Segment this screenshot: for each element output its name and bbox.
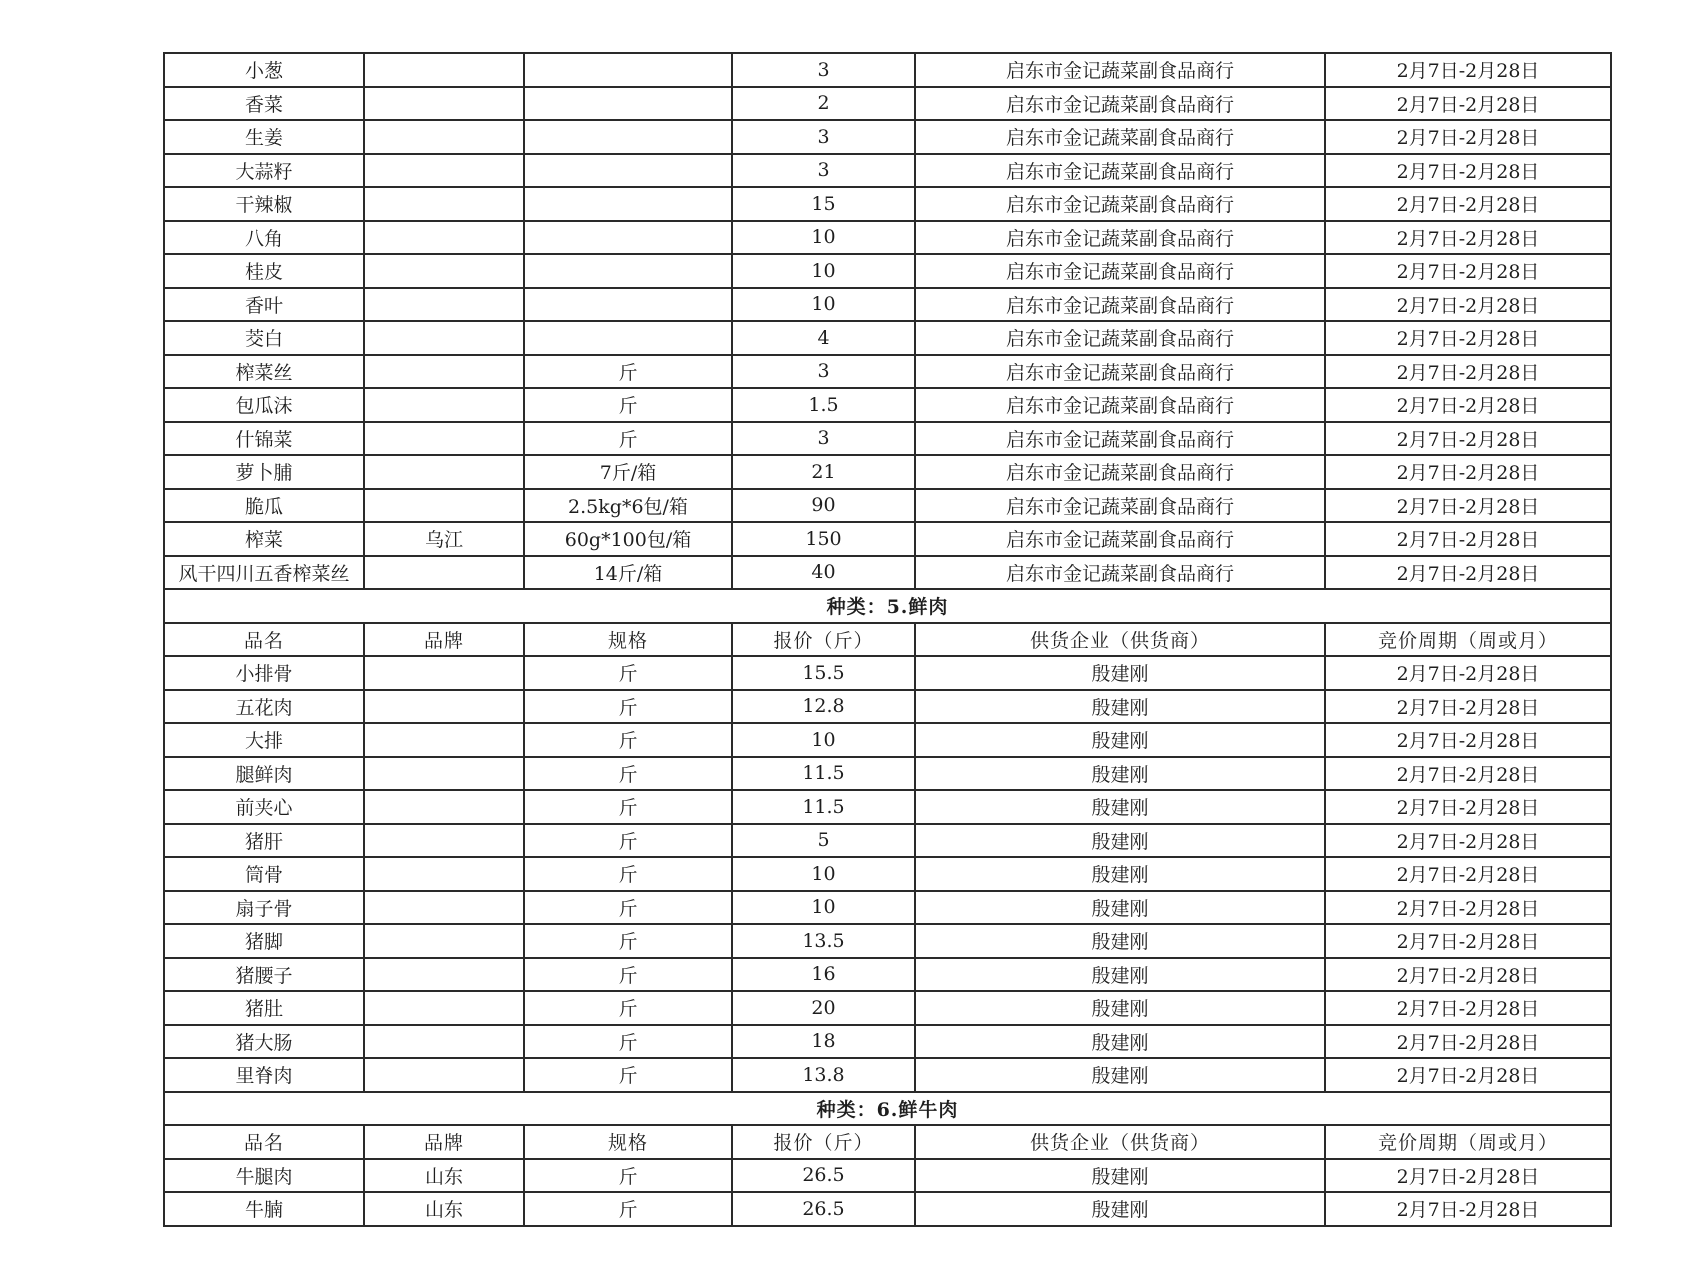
table-row <box>164 991 1611 1025</box>
period-cell: 2月7日-2月28日 <box>1325 824 1611 858</box>
price-cell: 3 <box>732 53 915 87</box>
spec-cell: 斤 <box>524 958 732 992</box>
item-name-cell: 筒骨 <box>164 857 364 891</box>
item-name-cell: 大蒜籽 <box>164 154 364 188</box>
item-name-cell: 五花肉 <box>164 690 364 724</box>
item-name-cell: 猪肝 <box>164 824 364 858</box>
supplier-cell: 启东市金记蔬菜副食品商行 <box>915 254 1325 288</box>
table-row <box>164 522 1611 556</box>
column-header: 报价（斤） <box>732 623 915 657</box>
price-cell: 13.5 <box>732 924 915 958</box>
item-name-cell: 猪大肠 <box>164 1025 364 1059</box>
supplier-cell: 殷建刚 <box>915 690 1325 724</box>
period-cell: 2月7日-2月28日 <box>1325 489 1611 523</box>
supplier-cell: 启东市金记蔬菜副食品商行 <box>915 355 1325 389</box>
spec-cell: 60g*100包/箱 <box>524 522 732 556</box>
column-header: 规格 <box>524 1125 732 1159</box>
supplier-cell: 启东市金记蔬菜副食品商行 <box>915 120 1325 154</box>
item-name-cell: 香菜 <box>164 87 364 121</box>
table-row <box>164 321 1611 355</box>
brand-cell: 山东 <box>364 1192 524 1226</box>
period-cell: 2月7日-2月28日 <box>1325 857 1611 891</box>
column-header: 报价（斤） <box>732 1125 915 1159</box>
supplier-cell: 殷建刚 <box>915 824 1325 858</box>
spec-cell: 2.5kg*6包/箱 <box>524 489 732 523</box>
brand-cell <box>364 388 524 422</box>
table-row <box>164 53 1611 87</box>
supplier-cell: 启东市金记蔬菜副食品商行 <box>915 187 1325 221</box>
item-name-cell: 里脊肉 <box>164 1058 364 1092</box>
table-row <box>164 690 1611 724</box>
brand-cell <box>364 891 524 925</box>
price-cell: 10 <box>732 857 915 891</box>
column-header: 竞价周期（周或月） <box>1325 623 1611 657</box>
brand-cell <box>364 1025 524 1059</box>
table-row <box>164 1192 1611 1226</box>
spec-cell <box>524 321 732 355</box>
price-cell: 11.5 <box>732 757 915 791</box>
spec-cell <box>524 120 732 154</box>
supplier-cell: 启东市金记蔬菜副食品商行 <box>915 388 1325 422</box>
price-cell: 26.5 <box>732 1192 915 1226</box>
period-cell: 2月7日-2月28日 <box>1325 422 1611 456</box>
spec-cell: 斤 <box>524 991 732 1025</box>
brand-cell <box>364 556 524 590</box>
table-row <box>164 154 1611 188</box>
item-name-cell: 牛腩 <box>164 1192 364 1226</box>
supplier-cell: 启东市金记蔬菜副食品商行 <box>915 422 1325 456</box>
category-row <box>164 589 1611 623</box>
table-row <box>164 87 1611 121</box>
period-cell: 2月7日-2月28日 <box>1325 221 1611 255</box>
category-title: 种类：5.鲜肉 <box>164 589 1611 623</box>
supplier-cell: 启东市金记蔬菜副食品商行 <box>915 556 1325 590</box>
brand-cell <box>364 991 524 1025</box>
table-row <box>164 891 1611 925</box>
price-cell: 3 <box>732 154 915 188</box>
item-name-cell: 前夹心 <box>164 790 364 824</box>
price-cell: 4 <box>732 321 915 355</box>
brand-cell <box>364 53 524 87</box>
period-cell: 2月7日-2月28日 <box>1325 991 1611 1025</box>
table-row <box>164 790 1611 824</box>
item-name-cell: 牛腿肉 <box>164 1159 364 1193</box>
price-cell: 5 <box>732 824 915 858</box>
table-row <box>164 924 1611 958</box>
spec-cell <box>524 154 732 188</box>
item-name-cell: 猪腰子 <box>164 958 364 992</box>
price-cell: 16 <box>732 958 915 992</box>
price-cell: 18 <box>732 1025 915 1059</box>
category-title: 种类：6.鲜牛肉 <box>164 1092 1611 1126</box>
spec-cell: 斤 <box>524 1058 732 1092</box>
price-cell: 1.5 <box>732 388 915 422</box>
table-row <box>164 857 1611 891</box>
brand-cell <box>364 321 524 355</box>
item-name-cell: 包瓜沫 <box>164 388 364 422</box>
price-cell: 13.8 <box>732 1058 915 1092</box>
item-name-cell: 生姜 <box>164 120 364 154</box>
spec-cell <box>524 53 732 87</box>
supplier-cell: 殷建刚 <box>915 1192 1325 1226</box>
item-name-cell: 猪肚 <box>164 991 364 1025</box>
item-name-cell: 猪脚 <box>164 924 364 958</box>
price-cell: 10 <box>732 891 915 925</box>
price-cell: 20 <box>732 991 915 1025</box>
supplier-cell: 启东市金记蔬菜副食品商行 <box>915 522 1325 556</box>
item-name-cell: 什锦菜 <box>164 422 364 456</box>
supplier-cell: 启东市金记蔬菜副食品商行 <box>915 455 1325 489</box>
spec-cell: 斤 <box>524 355 732 389</box>
spec-cell: 7斤/箱 <box>524 455 732 489</box>
item-name-cell: 萝卜脯 <box>164 455 364 489</box>
period-cell: 2月7日-2月28日 <box>1325 87 1611 121</box>
item-name-cell: 干辣椒 <box>164 187 364 221</box>
brand-cell <box>364 924 524 958</box>
brand-cell <box>364 455 524 489</box>
spec-cell: 斤 <box>524 723 732 757</box>
spec-cell: 斤 <box>524 388 732 422</box>
brand-cell <box>364 187 524 221</box>
price-cell: 40 <box>732 556 915 590</box>
period-cell: 2月7日-2月28日 <box>1325 556 1611 590</box>
brand-cell <box>364 254 524 288</box>
price-cell: 11.5 <box>732 790 915 824</box>
category-row <box>164 1092 1611 1126</box>
spec-cell <box>524 221 732 255</box>
price-cell: 150 <box>732 522 915 556</box>
brand-cell <box>364 723 524 757</box>
period-cell: 2月7日-2月28日 <box>1325 690 1611 724</box>
price-table <box>163 52 1612 1227</box>
table-row <box>164 1025 1611 1059</box>
supplier-cell: 殷建刚 <box>915 723 1325 757</box>
supplier-cell: 启东市金记蔬菜副食品商行 <box>915 87 1325 121</box>
table-row <box>164 1159 1611 1193</box>
item-name-cell: 腿鲜肉 <box>164 757 364 791</box>
item-name-cell: 脆瓜 <box>164 489 364 523</box>
spec-cell: 斤 <box>524 857 732 891</box>
supplier-cell: 启东市金记蔬菜副食品商行 <box>915 154 1325 188</box>
price-cell: 3 <box>732 120 915 154</box>
table-row <box>164 958 1611 992</box>
item-name-cell: 大排 <box>164 723 364 757</box>
item-name-cell: 桂皮 <box>164 254 364 288</box>
supplier-cell: 启东市金记蔬菜副食品商行 <box>915 53 1325 87</box>
table-row <box>164 656 1611 690</box>
period-cell: 2月7日-2月28日 <box>1325 757 1611 791</box>
table-row <box>164 355 1611 389</box>
spec-cell: 斤 <box>524 891 732 925</box>
table-row <box>164 556 1611 590</box>
brand-cell <box>364 824 524 858</box>
price-cell: 10 <box>732 723 915 757</box>
period-cell: 2月7日-2月28日 <box>1325 891 1611 925</box>
supplier-cell: 殷建刚 <box>915 924 1325 958</box>
item-name-cell: 小葱 <box>164 53 364 87</box>
supplier-cell: 殷建刚 <box>915 891 1325 925</box>
item-name-cell: 八角 <box>164 221 364 255</box>
spec-cell: 斤 <box>524 422 732 456</box>
period-cell: 2月7日-2月28日 <box>1325 321 1611 355</box>
supplier-cell: 殷建刚 <box>915 958 1325 992</box>
brand-cell <box>364 857 524 891</box>
column-header: 品牌 <box>364 1125 524 1159</box>
period-cell: 2月7日-2月28日 <box>1325 1025 1611 1059</box>
brand-cell <box>364 288 524 322</box>
period-cell: 2月7日-2月28日 <box>1325 1058 1611 1092</box>
column-header: 品牌 <box>364 623 524 657</box>
spec-cell: 14斤/箱 <box>524 556 732 590</box>
table-row <box>164 388 1611 422</box>
brand-cell <box>364 87 524 121</box>
spec-cell <box>524 254 732 288</box>
brand-cell <box>364 120 524 154</box>
spec-cell: 斤 <box>524 757 732 791</box>
spec-cell: 斤 <box>524 1192 732 1226</box>
item-name-cell: 榨菜丝 <box>164 355 364 389</box>
price-cell: 10 <box>732 254 915 288</box>
brand-cell <box>364 1058 524 1092</box>
brand-cell <box>364 221 524 255</box>
supplier-cell: 殷建刚 <box>915 757 1325 791</box>
supplier-cell: 殷建刚 <box>915 790 1325 824</box>
item-name-cell: 香叶 <box>164 288 364 322</box>
price-cell: 15 <box>732 187 915 221</box>
column-header: 品名 <box>164 1125 364 1159</box>
brand-cell <box>364 154 524 188</box>
price-cell: 90 <box>732 489 915 523</box>
period-cell: 2月7日-2月28日 <box>1325 355 1611 389</box>
supplier-cell: 启东市金记蔬菜副食品商行 <box>915 221 1325 255</box>
supplier-cell: 殷建刚 <box>915 991 1325 1025</box>
period-cell: 2月7日-2月28日 <box>1325 656 1611 690</box>
price-cell: 2 <box>732 87 915 121</box>
period-cell: 2月7日-2月28日 <box>1325 154 1611 188</box>
item-name-cell: 茭白 <box>164 321 364 355</box>
column-header: 竞价周期（周或月） <box>1325 1125 1611 1159</box>
period-cell: 2月7日-2月28日 <box>1325 120 1611 154</box>
supplier-cell: 殷建刚 <box>915 857 1325 891</box>
period-cell: 2月7日-2月28日 <box>1325 790 1611 824</box>
price-cell: 21 <box>732 455 915 489</box>
spec-cell: 斤 <box>524 824 732 858</box>
price-cell: 15.5 <box>732 656 915 690</box>
brand-cell <box>364 355 524 389</box>
spec-cell: 斤 <box>524 924 732 958</box>
brand-cell <box>364 757 524 791</box>
table-row <box>164 254 1611 288</box>
period-cell: 2月7日-2月28日 <box>1325 1159 1611 1193</box>
table-row <box>164 824 1611 858</box>
header-row <box>164 623 1611 657</box>
supplier-cell: 启东市金记蔬菜副食品商行 <box>915 489 1325 523</box>
item-name-cell: 小排骨 <box>164 656 364 690</box>
item-name-cell: 榨菜 <box>164 522 364 556</box>
brand-cell <box>364 422 524 456</box>
period-cell: 2月7日-2月28日 <box>1325 288 1611 322</box>
column-header: 规格 <box>524 623 732 657</box>
brand-cell <box>364 656 524 690</box>
spec-cell: 斤 <box>524 790 732 824</box>
supplier-cell: 启东市金记蔬菜副食品商行 <box>915 288 1325 322</box>
spec-cell <box>524 87 732 121</box>
supplier-cell: 殷建刚 <box>915 1058 1325 1092</box>
price-cell: 10 <box>732 221 915 255</box>
spec-cell: 斤 <box>524 1025 732 1059</box>
price-cell: 3 <box>732 355 915 389</box>
column-header: 品名 <box>164 623 364 657</box>
table-row <box>164 120 1611 154</box>
supplier-cell: 殷建刚 <box>915 1159 1325 1193</box>
spec-cell <box>524 288 732 322</box>
period-cell: 2月7日-2月28日 <box>1325 187 1611 221</box>
item-name-cell: 扇子骨 <box>164 891 364 925</box>
brand-cell <box>364 958 524 992</box>
table-row <box>164 723 1611 757</box>
table-row <box>164 455 1611 489</box>
table-row <box>164 489 1611 523</box>
period-cell: 2月7日-2月28日 <box>1325 958 1611 992</box>
period-cell: 2月7日-2月28日 <box>1325 924 1611 958</box>
brand-cell <box>364 489 524 523</box>
brand-cell <box>364 790 524 824</box>
brand-cell: 乌江 <box>364 522 524 556</box>
spec-cell: 斤 <box>524 1159 732 1193</box>
table-row <box>164 187 1611 221</box>
period-cell: 2月7日-2月28日 <box>1325 388 1611 422</box>
supplier-cell: 殷建刚 <box>915 1025 1325 1059</box>
period-cell: 2月7日-2月28日 <box>1325 1192 1611 1226</box>
period-cell: 2月7日-2月28日 <box>1325 723 1611 757</box>
table-row <box>164 221 1611 255</box>
supplier-cell: 殷建刚 <box>915 656 1325 690</box>
period-cell: 2月7日-2月28日 <box>1325 522 1611 556</box>
price-cell: 3 <box>732 422 915 456</box>
spec-cell <box>524 187 732 221</box>
header-row <box>164 1125 1611 1159</box>
spec-cell: 斤 <box>524 656 732 690</box>
table-row <box>164 288 1611 322</box>
column-header: 供货企业（供货商） <box>915 623 1325 657</box>
brand-cell: 山东 <box>364 1159 524 1193</box>
spec-cell: 斤 <box>524 690 732 724</box>
table-row <box>164 1058 1611 1092</box>
period-cell: 2月7日-2月28日 <box>1325 455 1611 489</box>
period-cell: 2月7日-2月28日 <box>1325 254 1611 288</box>
column-header: 供货企业（供货商） <box>915 1125 1325 1159</box>
brand-cell <box>364 690 524 724</box>
price-cell: 26.5 <box>732 1159 915 1193</box>
supplier-cell: 启东市金记蔬菜副食品商行 <box>915 321 1325 355</box>
period-cell: 2月7日-2月28日 <box>1325 53 1611 87</box>
item-name-cell: 风干四川五香榨菜丝 <box>164 556 364 590</box>
price-cell: 12.8 <box>732 690 915 724</box>
table-row <box>164 757 1611 791</box>
price-cell: 10 <box>732 288 915 322</box>
table-row <box>164 422 1611 456</box>
